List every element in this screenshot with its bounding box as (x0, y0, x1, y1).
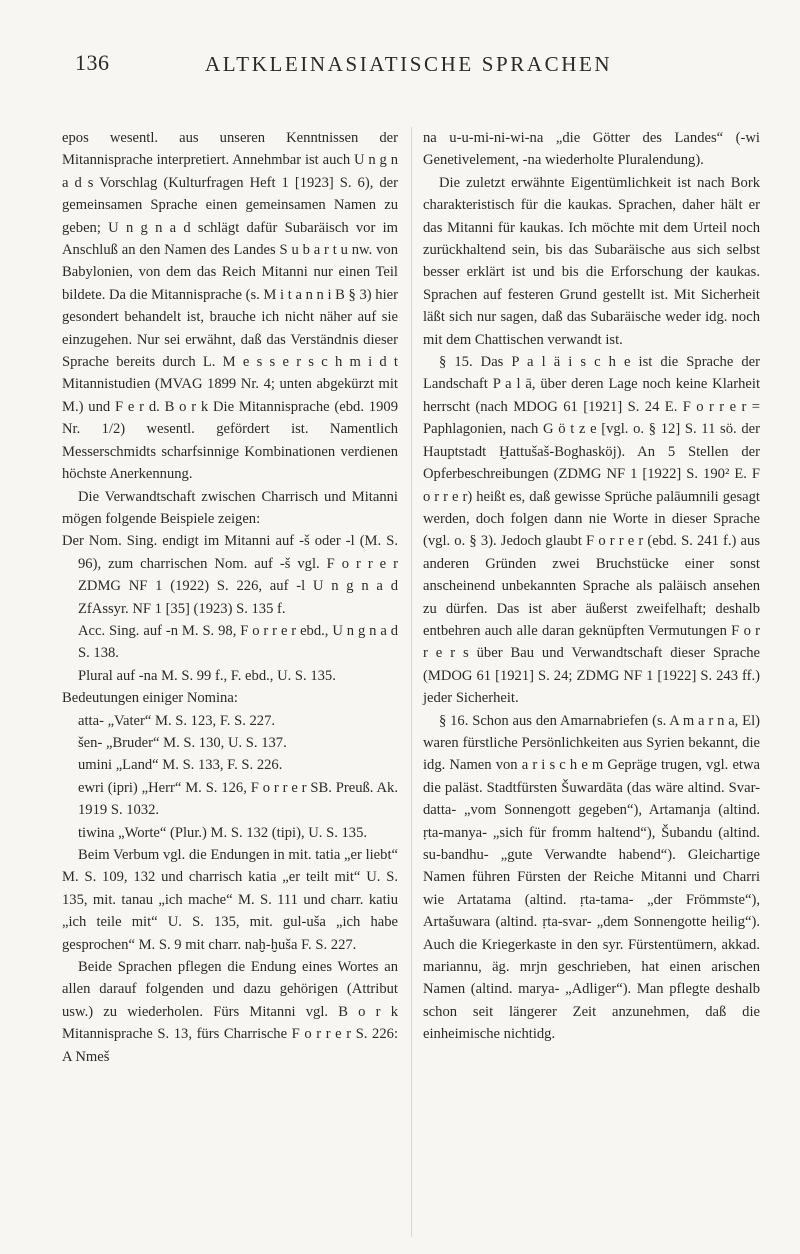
running-head: ALTKLEINASIATISCHE SPRACHEN (205, 52, 613, 76)
paragraph: Plural auf -na M. S. 99 f., F. ebd., U. S. 135. (78, 667, 336, 684)
paragraph: ewri (ipri) „Herr“ M. S. 126, F o r r e r SB. Preuß. Ak. 1919 S. 1032. (78, 779, 398, 819)
paragraph: Bedeutungen einiger Nomina: (62, 690, 238, 707)
page-number: 136 (75, 50, 110, 75)
left-column (62, 127, 398, 1068)
paragraph: § 16. Schon aus den Amarnabriefen (s. A m a r n a, El) waren fürstliche Persönlichkeiten aus Syrien bekannt, die idg. Namen von a r i s c h e m Gepräge trugen, vgl. etwa die paläst. Stadtfürsten Šuwardāta (das wäre altind. Svar-datta- „vom Sonnengott gegeben“), Artamanja (altind. ṛta-manya- „sich für fromm haltend“), Šubandu (altind. su-bandhu- „gute Verwandte habend“). Gleichartige Namen führen Fürsten der Reiche Mitanni und Charri wie Artatama (altind. ṛta-tama- „der Frömmste“), Artašuwara (altind. ṛta-svar- „dem Sonnengotte heilig“). Auch die Kriegerkaste in den syr. Fürstentümern, akkad. mariannu, äg. mrjn geschrieben, hat einen arischen Namen (altind. marya- „Adliger“). Man pflegte deshalb schon seit längerer Zeit anzunehmen, daß die einheimische nichtidg. (423, 712, 760, 1043)
paragraph: tiwina „Worte“ (Plur.) M. S. 132 (tipi), U. S. 135. (78, 824, 368, 841)
paragraph: Beim Verbum vgl. die Endungen in mit. tatia „er liebt“ M. S. 109, 132 und charrisch katia „er teilt mit“ U. S. 135, mit. tanau „ich mache“ M. S. 111 und charr. katiu „ich teile mit“ U. S. 135, mit. gul-uša „ich habe gesprochen“ M. S. 9 mit charr. naḫ-ḫuša F. S. 227. (62, 847, 398, 953)
column-divider (411, 127, 412, 1237)
paragraph: § 15. Das P a l ä i s c h e ist die Sprache der Landschaft P a l ā, über deren Lage noch keine Klarheit herrscht (nach MDOG 61 [1921] S. 24 E. F o r r e r = Paphlagonien, nach G ö t z e [vgl. o. § 12] S. 11 sö. der Hauptstadt Ḫattušaš-Boghasköj). An 5 Stellen der Opferbeschreibungen (ZDMG NF 1 [1922] S. 190² E. F o r r e r) heißt es, daß gewisse Sprüche palāumnili gesagt werden, doch folgen dann nie Worte in dieser Sprache (vgl. o. § 3). Jedoch glaubt F o r r e r (ebd. S. 241 f.) aus anderen Gründen zwei Bruchstücke einer sonst anscheinend unbekannten Sprache als paläisch ansehen zu dürfen. Das ist aber äußerst zweifelhaft; deshalb entbehren auch alle daran geknüpften Vermutungen F o r r e r s über Bau und Verwandtschaft dieser Sprache (MDOG 61 [1921] S. 24; ZDMG NF 1 [1922] S. 243 ff.) jeder Sicherheit. (423, 354, 760, 707)
paragraph: šen- „Bruder“ M. S. 130, U. S. 137. (78, 734, 287, 751)
page-header (75, 50, 765, 80)
paragraph: Der Nom. Sing. endigt im Mitanni auf -š oder -l (M. S. 96), zum charrischen Nom. auf -š vgl. F o r r e r ZDMG NF 1 (1922) S. 226, auf -l U n g n a d ZfAssyr. NF 1 [35] (1923) S. 135 f. (62, 533, 398, 617)
paragraph: atta- „Vater“ M. S. 123, F. S. 227. (78, 712, 276, 729)
paragraph: na u-u-mi-ni-wi-na „die Götter des Landes“ (-wi Genetivelement, -na wiederholte Pluralendung). (423, 130, 760, 169)
paragraph: Die Verwandtschaft zwischen Charrisch und Mitanni mögen folgende Beispiele zeigen: (62, 488, 398, 527)
right-column (423, 127, 760, 1046)
paragraph: epos wesentl. aus unseren Kenntnissen der Mitannisprache interpretiert. Annehmbar ist auch U n g n a d s Vorschlag (Kulturfragen Heft 1 [1923] S. 6), der gemeinsamen Sprache einen gemeinsamen Namen zu geben; U n g n a d schlägt dafür Subaräisch vor im Anschluß an den Namen des Landes S u b a r t u nw. von Babylonien, von dem das Reich Mitanni nur einen Teil bildete. Da die Mitannisprache (s. M i t a n n i B § 3) hier gesondert behandelt ist, brauche ich nicht näher auf sie einzugehen. Nur sei erwähnt, daß das Verständnis dieser Sprache bereits durch L. M e s s e r s c h m i d t Mitannistudien (MVAG 1899 Nr. 4; unten abgekürzt mit M.) und F e r d. B o r k Die Mitannisprache (ebd. 1909 Nr. 1/2) wesentl. gefördert ist. Namentlich Messerschmidts scharfsinnige Kombinationen verdienen höchste Anerkennung. (62, 130, 398, 483)
paragraph: umini „Land“ M. S. 133, F. S. 226. (78, 757, 283, 774)
paragraph: Acc. Sing. auf -n M. S. 98, F o r r e r ebd., U n g n a d S. 138. (78, 622, 398, 662)
paragraph: Beide Sprachen pflegen die Endung eines Wortes an allen darauf folgenden und dazu gehörigen (Attribut usw.) zu wiederholen. Fürs Mitanni vgl. B o r k Mitannisprache S. 13, fürs Charrische F o r r e r S. 226: A Nmeš (62, 959, 398, 1065)
paragraph: Die zuletzt erwähnte Eigentümlichkeit ist nach Bork charakteristisch für die kaukas. Sprachen, daher hält er das Mitanni für kaukas. Ich möchte mit dem Urteil noch zurückhaltend sein, bis das Subaräische aus sich selbst besser erklärt ist und bis die Erforschung der kaukas. Sprachen auf festeren Grund gestellt ist. Mit Sicherheit läßt sich nur sagen, daß das Subaräische weder idg. noch mit dem Chattischen verwandt ist. (423, 174, 760, 348)
